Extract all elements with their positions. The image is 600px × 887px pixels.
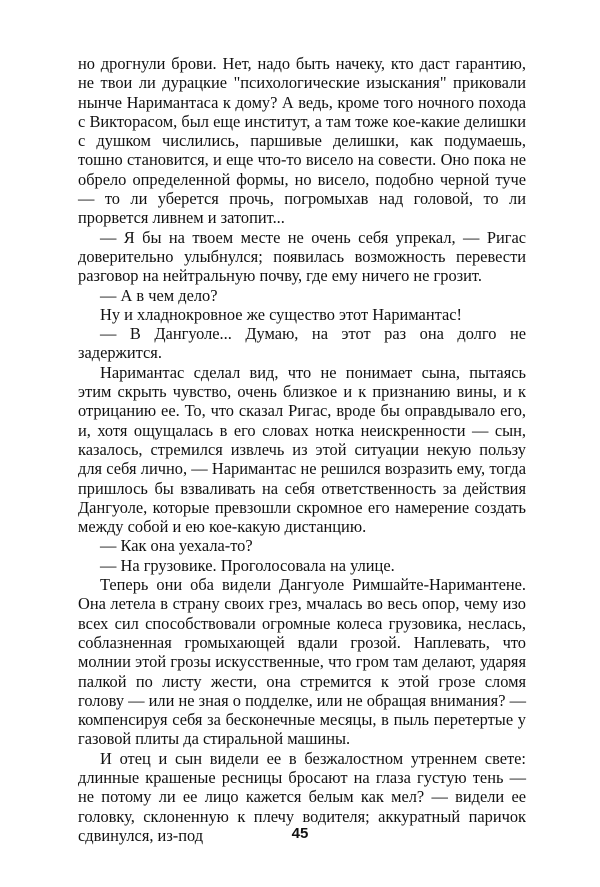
paragraph-dialogue: — А в чем дело? bbox=[100, 285, 218, 305]
paragraph-dialogue: — На грузовике. Проголосовала на улице. bbox=[100, 555, 395, 575]
paragraph-continued: но дрогнули брови. Нет, надо быть начеку, кто даст гарантию, не твои ли дурацкие "психологические изыскания" приковали нынче Наримантаса к дому? А ведь, кроме того ночного похода с Викторасом, был еще институт, а там тоже кое-какие делишки с душком числились, паршивые делишки, как подумаешь, тошно становится, и еще что-то висело на совести. Оно пока не обрело определенной формы, но висело, подобно черной туче — то ли уберется прочь, погромыхав над головой, то ли прорвется ливнем и затопит... bbox=[78, 54, 526, 228]
paragraph-dialogue: — Я бы на твоем месте не очень себя упрекал, — Ригас доверительно улыбнулся; появилась возможность перевести разговор на нейтральную почву, где ему ничего не грозит. bbox=[78, 227, 526, 286]
paragraph: Ну и хладнокровное же существо этот Наримантас! bbox=[100, 304, 462, 324]
paragraph-dialogue: — Как она уехала-то? bbox=[100, 536, 253, 556]
paragraph-dialogue: — В Дангуоле... Думаю, на этот раз она долго не задержится. bbox=[78, 324, 526, 363]
page-number: 45 bbox=[291, 825, 309, 842]
paragraph: Наримантас сделал вид, что не понимает сына, пытаясь этим скрыть чувство, очень близкое и к признанию вины, и к отрицанию ее. То, что сказал Ригас, вроде бы оправдывало его, и, хотя ощущалась в его словах нотка неискренности — сын, казалось, стремился извлечь из этой ситуации некую пользу для себя лично, — Наримантас не решился возразить ему, тогда пришлось бы взваливать на себя ответственность за действия Дангуоле, которые превзошли скромное его намерение создать между собой и ею кое-какую дистанцию. bbox=[78, 362, 526, 537]
body-text bbox=[78, 54, 526, 845]
paragraph: И отец и сын видели ее в безжалостном утреннем свете: длинные крашеные ресницы бросают на глаза густую тень — не потому ли ее лицо кажется белым как мел? — видели ее головку, склоненную к плечу водителя; аккуратный паричок сдвинулся, из-под bbox=[78, 748, 526, 845]
paragraph: Теперь они оба видели Дангуоле Римшайте-Наримантене. Она летела в страну своих грез, мчалась во весь опор, чему изо всех сил способствовали огромные колеса грузовика, неслась, соблазненная громыхающей вдали грозой. Наплевать, что молнии этой грозы искусственные, что гром там делают, ударяя палкой по листу жести, она стремится к этой грозе сломя голову — или не зная о подделке, или не обращая внимания? — компенсируя себя за бесконечные месяцы, в пыль перетертые у газовой плиты да стиральной машины. bbox=[78, 575, 526, 749]
